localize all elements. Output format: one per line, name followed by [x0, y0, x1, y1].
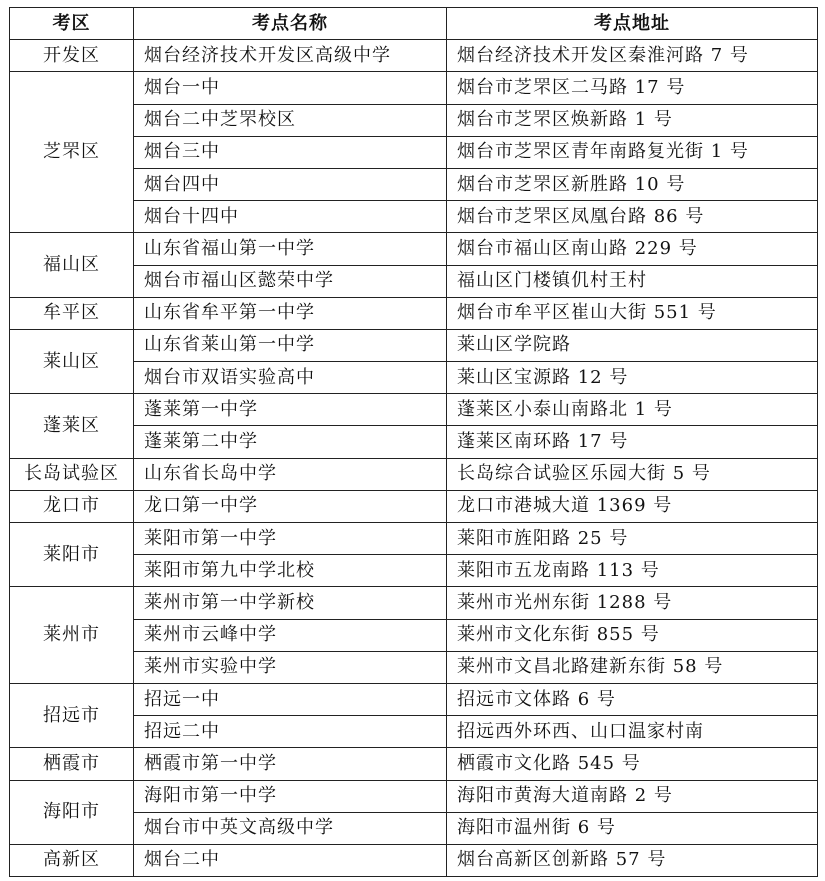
table-row: [10, 523, 818, 555]
school-name-cell: 山东省莱山第一中学: [134, 329, 447, 361]
school-name-cell: 烟台一中: [134, 72, 447, 104]
district-cell: 高新区: [10, 844, 134, 876]
school-name-cell: 烟台市福山区懿荣中学: [134, 265, 447, 297]
district-cell: 栖霞市: [10, 748, 134, 780]
address-cell: 烟台市福山区南山路 229 号: [447, 233, 818, 265]
table-row: [10, 780, 818, 812]
school-name-cell: 烟台经济技术开发区高级中学: [134, 40, 447, 72]
school-name-cell: 栖霞市第一中学: [134, 748, 447, 780]
school-name-cell: 山东省福山第一中学: [134, 233, 447, 265]
table-row: [10, 490, 818, 522]
school-name-cell: 烟台二中芝罘校区: [134, 104, 447, 136]
school-name-cell: 海阳市第一中学: [134, 780, 447, 812]
school-name-cell: 蓬莱第二中学: [134, 426, 447, 458]
school-name-cell: 龙口第一中学: [134, 490, 447, 522]
header-address: 考点地址: [447, 8, 818, 40]
district-cell: 海阳市: [10, 780, 134, 844]
address-cell: 莱州市光州东街 1288 号: [447, 587, 818, 619]
table-row: [10, 394, 818, 426]
address-cell: 烟台市芝罘区二马路 17 号: [447, 72, 818, 104]
header-district: 考区: [10, 8, 134, 40]
table-row: [10, 329, 818, 361]
table-row: [10, 683, 818, 715]
address-cell: 烟台市芝罘区青年南路复光街 1 号: [447, 136, 818, 168]
header-school: 考点名称: [134, 8, 447, 40]
school-name-cell: 莱州市云峰中学: [134, 619, 447, 651]
district-cell: 莱山区: [10, 329, 134, 393]
district-cell: 招远市: [10, 683, 134, 747]
address-cell: 招远西外环西、山口温家村南: [447, 716, 818, 748]
school-name-cell: 招远一中: [134, 683, 447, 715]
address-cell: 烟台市芝罘区凤凰台路 86 号: [447, 201, 818, 233]
district-cell: 福山区: [10, 233, 134, 297]
address-cell: 长岛综合试验区乐园大街 5 号: [447, 458, 818, 490]
address-cell: 莱州市文化东街 855 号: [447, 619, 818, 651]
district-cell: 芝罘区: [10, 72, 134, 233]
school-name-cell: 烟台市中英文高级中学: [134, 812, 447, 844]
table-row: [10, 40, 818, 72]
address-cell: 福山区门楼镇仉村王村: [447, 265, 818, 297]
school-name-cell: 山东省牟平第一中学: [134, 297, 447, 329]
address-cell: 蓬莱区南环路 17 号: [447, 426, 818, 458]
school-name-cell: 烟台市双语实验高中: [134, 362, 447, 394]
address-cell: 莱州市文昌北路建新东街 58 号: [447, 651, 818, 683]
address-cell: 蓬莱区小泰山南路北 1 号: [447, 394, 818, 426]
address-cell: 莱阳市旌阳路 25 号: [447, 523, 818, 555]
table-row: [10, 72, 818, 104]
school-name-cell: 山东省长岛中学: [134, 458, 447, 490]
address-cell: 招远市文体路 6 号: [447, 683, 818, 715]
address-cell: 烟台市芝罘区焕新路 1 号: [447, 104, 818, 136]
school-name-cell: 莱阳市第一中学: [134, 523, 447, 555]
school-name-cell: 烟台三中: [134, 136, 447, 168]
district-cell: 莱阳市: [10, 523, 134, 587]
address-cell: 栖霞市文化路 545 号: [447, 748, 818, 780]
address-cell: 莱山区宝源路 12 号: [447, 362, 818, 394]
table-body: [10, 40, 818, 877]
school-name-cell: 烟台二中: [134, 844, 447, 876]
table-row: [10, 297, 818, 329]
school-name-cell: 烟台四中: [134, 168, 447, 200]
table-row: [10, 233, 818, 265]
table-row: [10, 748, 818, 780]
school-name-cell: 莱阳市第九中学北校: [134, 555, 447, 587]
district-cell: 牟平区: [10, 297, 134, 329]
address-cell: 海阳市温州街 6 号: [447, 812, 818, 844]
school-name-cell: 烟台十四中: [134, 201, 447, 233]
district-cell: 长岛试验区: [10, 458, 134, 490]
school-name-cell: 招远二中: [134, 716, 447, 748]
table-header-row: [10, 8, 818, 40]
address-cell: 烟台市芝罘区新胜路 10 号: [447, 168, 818, 200]
table-row: [10, 458, 818, 490]
school-name-cell: 蓬莱第一中学: [134, 394, 447, 426]
address-cell: 莱阳市五龙南路 113 号: [447, 555, 818, 587]
district-cell: 开发区: [10, 40, 134, 72]
district-cell: 龙口市: [10, 490, 134, 522]
school-name-cell: 莱州市第一中学新校: [134, 587, 447, 619]
address-cell: 烟台经济技术开发区秦淮河路 7 号: [447, 40, 818, 72]
address-cell: 海阳市黄海大道南路 2 号: [447, 780, 818, 812]
table-row: [10, 587, 818, 619]
district-cell: 蓬莱区: [10, 394, 134, 458]
table-row: [10, 844, 818, 876]
address-cell: 龙口市港城大道 1369 号: [447, 490, 818, 522]
address-cell: 莱山区学院路: [447, 329, 818, 361]
school-name-cell: 莱州市实验中学: [134, 651, 447, 683]
address-cell: 烟台市牟平区崔山大街 551 号: [447, 297, 818, 329]
address-cell: 烟台高新区创新路 57 号: [447, 844, 818, 876]
exam-site-table: [9, 7, 818, 877]
district-cell: 莱州市: [10, 587, 134, 684]
